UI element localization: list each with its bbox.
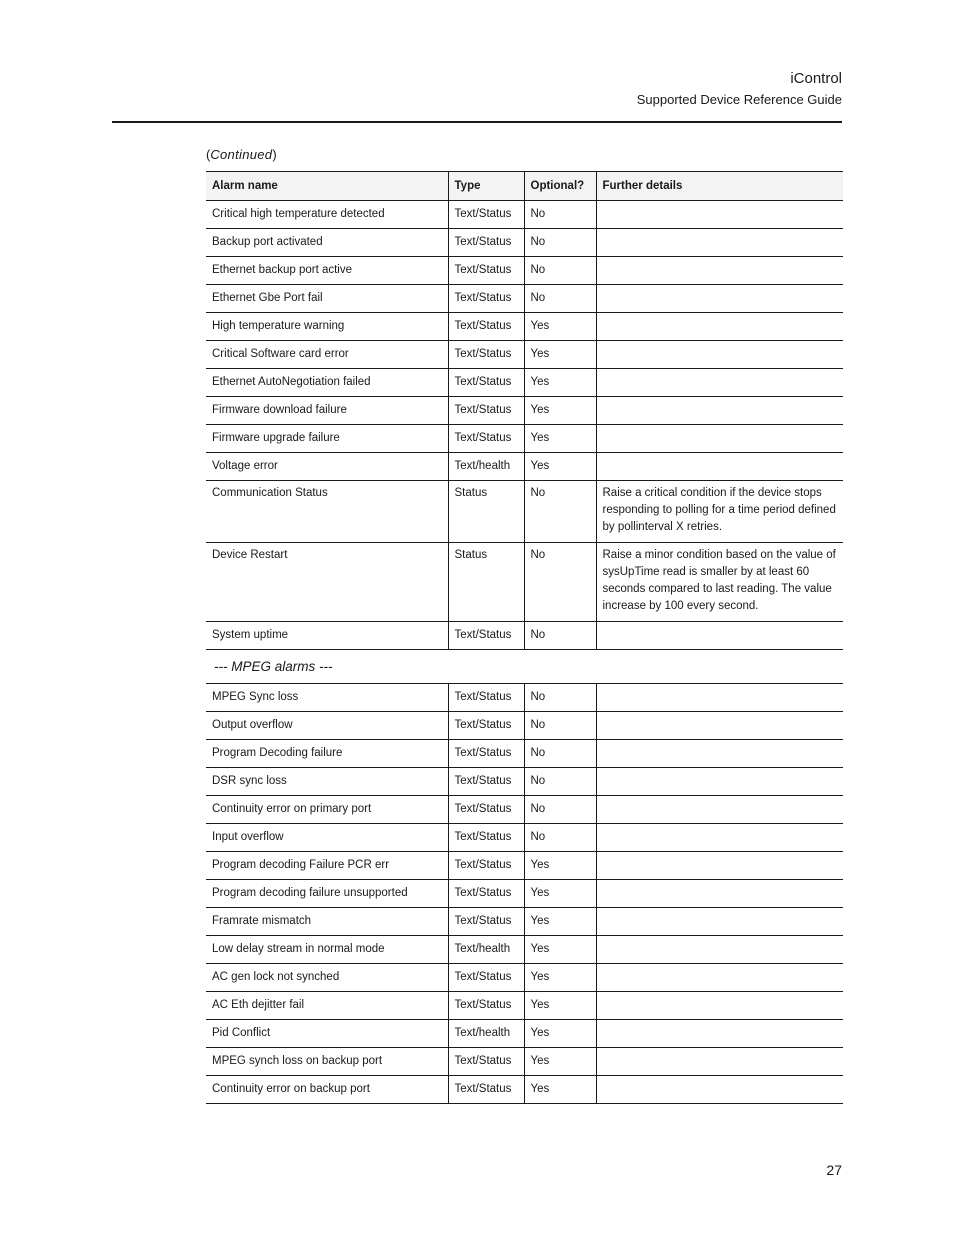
cell-further-details xyxy=(596,453,843,481)
table-row xyxy=(206,285,843,313)
cell-type: Text/Status xyxy=(448,880,524,908)
cell-optional: Yes xyxy=(524,992,596,1020)
continued-text: Continued xyxy=(210,147,273,162)
cell-type: Text/Status xyxy=(448,684,524,712)
cell-alarm-name: Continuity error on primary port xyxy=(206,796,448,824)
cell-further-details xyxy=(596,936,843,964)
cell-alarm-name: Backup port activated xyxy=(206,229,448,257)
cell-further-details xyxy=(596,341,843,369)
cell-alarm-name: Output overflow xyxy=(206,712,448,740)
cell-optional: Yes xyxy=(524,453,596,481)
cell-further-details xyxy=(596,1020,843,1048)
cell-further-details xyxy=(596,768,843,796)
table-row xyxy=(206,768,843,796)
cell-alarm-name: Voltage error xyxy=(206,453,448,481)
cell-further-details xyxy=(596,425,843,453)
cell-optional: No xyxy=(524,229,596,257)
table-row xyxy=(206,936,843,964)
table-row xyxy=(206,622,843,650)
cell-further-details xyxy=(596,397,843,425)
cell-optional: Yes xyxy=(524,341,596,369)
cell-further-details xyxy=(596,852,843,880)
cell-further-details xyxy=(596,824,843,852)
cell-type: Text/Status xyxy=(448,229,524,257)
cell-alarm-name: DSR sync loss xyxy=(206,768,448,796)
cell-type: Text/health xyxy=(448,936,524,964)
table-row xyxy=(206,257,843,285)
cell-alarm-name: Low delay stream in normal mode xyxy=(206,936,448,964)
continued-label: (Continued) xyxy=(206,147,277,162)
page-header-title: iControl xyxy=(790,70,842,87)
cell-optional: No xyxy=(524,201,596,229)
cell-alarm-name: Pid Conflict xyxy=(206,1020,448,1048)
cell-alarm-name: Ethernet backup port active xyxy=(206,257,448,285)
cell-type: Text/Status xyxy=(448,740,524,768)
cell-optional: Yes xyxy=(524,1048,596,1076)
cell-alarm-name: Firmware upgrade failure xyxy=(206,425,448,453)
cell-optional: No xyxy=(524,257,596,285)
table-row xyxy=(206,964,843,992)
cell-further-details xyxy=(596,880,843,908)
cell-type: Text/Status xyxy=(448,257,524,285)
table-row xyxy=(206,1076,843,1104)
cell-alarm-name: Ethernet AutoNegotiation failed xyxy=(206,369,448,397)
cell-alarm-name: Ethernet Gbe Port fail xyxy=(206,285,448,313)
cell-alarm-name: Program decoding Failure PCR err xyxy=(206,852,448,880)
table-row xyxy=(206,908,843,936)
cell-further-details xyxy=(596,313,843,341)
table-row xyxy=(206,992,843,1020)
cell-alarm-name: High temperature warning xyxy=(206,313,448,341)
cell-alarm-name: Critical Software card error xyxy=(206,341,448,369)
cell-alarm-name: Input overflow xyxy=(206,824,448,852)
cell-type: Text/Status xyxy=(448,369,524,397)
cell-alarm-name: Communication Status xyxy=(206,481,448,543)
cell-alarm-name: Program Decoding failure xyxy=(206,740,448,768)
section-row-mpeg-alarms xyxy=(206,650,843,684)
column-header-type: Type xyxy=(448,172,524,201)
table-row xyxy=(206,369,843,397)
cell-alarm-name: MPEG synch loss on backup port xyxy=(206,1048,448,1076)
cell-alarm-name: AC Eth dejitter fail xyxy=(206,992,448,1020)
cell-alarm-name: System uptime xyxy=(206,622,448,650)
table-row xyxy=(206,740,843,768)
cell-type: Status xyxy=(448,543,524,622)
cell-optional: Yes xyxy=(524,852,596,880)
table-row xyxy=(206,397,843,425)
cell-optional: Yes xyxy=(524,880,596,908)
table-row xyxy=(206,1048,843,1076)
cell-further-details xyxy=(596,622,843,650)
cell-optional: Yes xyxy=(524,908,596,936)
table-row xyxy=(206,229,843,257)
cell-type: Text/health xyxy=(448,1020,524,1048)
cell-optional: No xyxy=(524,684,596,712)
table-row xyxy=(206,543,843,622)
cell-optional: Yes xyxy=(524,313,596,341)
cell-optional: Yes xyxy=(524,964,596,992)
cell-type: Text/Status xyxy=(448,622,524,650)
cell-alarm-name: Critical high temperature detected xyxy=(206,201,448,229)
cell-type: Text/Status xyxy=(448,285,524,313)
table-row xyxy=(206,712,843,740)
cell-alarm-name: Device Restart xyxy=(206,543,448,622)
table-row xyxy=(206,1020,843,1048)
cell-type: Text/Status xyxy=(448,824,524,852)
cell-type: Text/Status xyxy=(448,992,524,1020)
page-number: 27 xyxy=(826,1162,842,1178)
cell-further-details xyxy=(596,992,843,1020)
cell-further-details: Raise a critical condition if the device stops responding to polling for a time period defined by pollinterval X retries. xyxy=(596,481,843,543)
cell-further-details: Raise a minor condition based on the value of sysUpTime read is smaller by at least 60 seconds compared to last reading. The value increase by 100 every second. xyxy=(596,543,843,622)
table-row xyxy=(206,824,843,852)
cell-type: Text/Status xyxy=(448,964,524,992)
alarm-table xyxy=(206,171,843,1104)
cell-alarm-name: MPEG Sync loss xyxy=(206,684,448,712)
table-row xyxy=(206,453,843,481)
cell-optional: No xyxy=(524,481,596,543)
cell-further-details xyxy=(596,1048,843,1076)
cell-further-details xyxy=(596,229,843,257)
cell-alarm-name: Firmware download failure xyxy=(206,397,448,425)
table-header-row xyxy=(206,172,843,201)
alarm-table-body xyxy=(206,201,843,1104)
cell-alarm-name: AC gen lock not synched xyxy=(206,964,448,992)
column-header-further-details: Further details xyxy=(596,172,843,201)
cell-optional: Yes xyxy=(524,397,596,425)
table-row xyxy=(206,201,843,229)
header-rule xyxy=(112,121,842,123)
cell-type: Text/Status xyxy=(448,397,524,425)
cell-further-details xyxy=(596,712,843,740)
cell-type: Text/health xyxy=(448,453,524,481)
cell-optional: Yes xyxy=(524,1020,596,1048)
cell-optional: No xyxy=(524,740,596,768)
table-row xyxy=(206,880,843,908)
table-row xyxy=(206,852,843,880)
cell-further-details xyxy=(596,684,843,712)
cell-further-details xyxy=(596,1076,843,1104)
cell-optional: Yes xyxy=(524,369,596,397)
cell-optional: Yes xyxy=(524,1076,596,1104)
cell-type: Text/Status xyxy=(448,712,524,740)
cell-further-details xyxy=(596,285,843,313)
cell-further-details xyxy=(596,201,843,229)
cell-type: Text/Status xyxy=(448,425,524,453)
table-row xyxy=(206,425,843,453)
table-row xyxy=(206,341,843,369)
cell-further-details xyxy=(596,369,843,397)
cell-further-details xyxy=(596,908,843,936)
cell-further-details xyxy=(596,740,843,768)
column-header-alarm-name: Alarm name xyxy=(206,172,448,201)
cell-further-details xyxy=(596,964,843,992)
cell-type: Text/Status xyxy=(448,852,524,880)
cell-optional: No xyxy=(524,285,596,313)
cell-type: Status xyxy=(448,481,524,543)
cell-optional: No xyxy=(524,796,596,824)
cell-type: Text/Status xyxy=(448,313,524,341)
cell-optional: No xyxy=(524,622,596,650)
page-header-subtitle: Supported Device Reference Guide xyxy=(636,92,842,107)
column-header-optional: Optional? xyxy=(524,172,596,201)
cell-optional: No xyxy=(524,824,596,852)
cell-optional: No xyxy=(524,543,596,622)
cell-optional: No xyxy=(524,712,596,740)
cell-type: Text/Status xyxy=(448,768,524,796)
cell-alarm-name: Continuity error on backup port xyxy=(206,1076,448,1104)
cell-type: Text/Status xyxy=(448,341,524,369)
table-row xyxy=(206,684,843,712)
section-label: --- MPEG alarms --- xyxy=(206,650,843,684)
cell-optional: No xyxy=(524,768,596,796)
cell-further-details xyxy=(596,257,843,285)
cell-optional: Yes xyxy=(524,936,596,964)
cell-further-details xyxy=(596,796,843,824)
cell-optional: Yes xyxy=(524,425,596,453)
cell-type: Text/Status xyxy=(448,1076,524,1104)
cell-type: Text/Status xyxy=(448,1048,524,1076)
table-row xyxy=(206,481,843,543)
cell-type: Text/Status xyxy=(448,908,524,936)
cell-type: Text/Status xyxy=(448,201,524,229)
table-row xyxy=(206,796,843,824)
table-row xyxy=(206,313,843,341)
cell-type: Text/Status xyxy=(448,796,524,824)
cell-alarm-name: Program decoding failure unsupported xyxy=(206,880,448,908)
cell-alarm-name: Framrate mismatch xyxy=(206,908,448,936)
